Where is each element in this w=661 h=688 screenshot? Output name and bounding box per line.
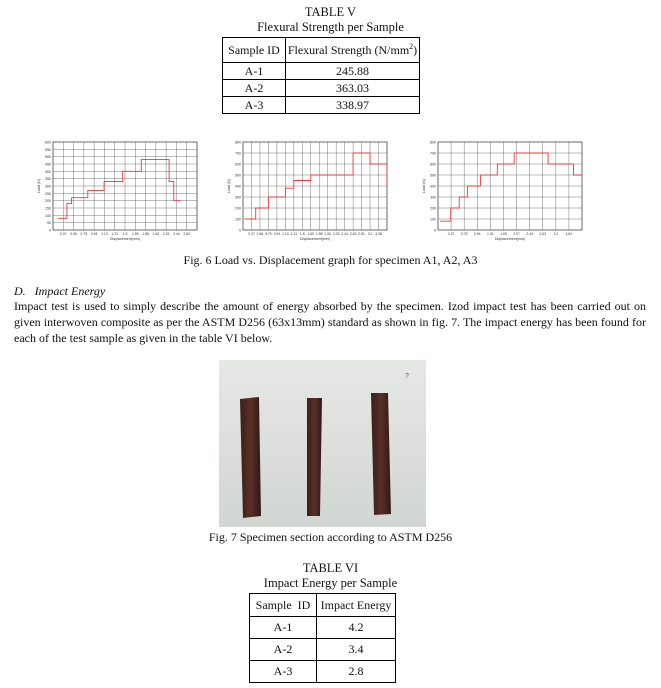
photo-mark: ? xyxy=(405,373,409,380)
specimen-bar-1 xyxy=(240,397,261,518)
x-axis-label: Displacement(mm) xyxy=(299,237,331,241)
y-tick-label: 500 xyxy=(430,173,436,178)
x-tick-label: 3.38 xyxy=(375,232,382,236)
cell-value: 338.97 xyxy=(286,97,420,114)
cell-value: 245.88 xyxy=(286,63,420,80)
header-flexural-close: ) xyxy=(413,43,418,57)
x-tick-label: 1.31 xyxy=(487,232,494,236)
x-tick-label: 1.69 xyxy=(307,232,315,236)
x-tick-label: 0.94 xyxy=(90,232,98,236)
table-row xyxy=(250,639,396,661)
x-tick-label: 2.44 xyxy=(173,232,180,236)
flexural-strength-table xyxy=(222,37,420,114)
x-tick-label: 2.62 xyxy=(183,232,191,236)
x-tick-label: 2.81 xyxy=(358,232,365,236)
y-tick-label: 550 xyxy=(45,147,51,152)
table-row xyxy=(250,661,396,683)
y-tick-label: 150 xyxy=(45,206,51,211)
x-tick-label: 2.25 xyxy=(332,232,340,236)
y-tick-label: 450 xyxy=(45,162,51,167)
impact-energy-table xyxy=(249,593,396,683)
table-row xyxy=(223,97,420,114)
table6-heading xyxy=(0,561,661,591)
y-tick-label: 200 xyxy=(45,199,51,204)
y-tick-label: 200 xyxy=(430,206,436,211)
x-tick-label: 2.07 xyxy=(513,232,520,236)
header-sample-id: Sample ID xyxy=(250,594,317,617)
load-displacement-chart-a1 xyxy=(35,138,202,250)
y-tick-label: 300 xyxy=(45,184,51,189)
x-tick-label: 0.75 xyxy=(80,232,88,236)
table5-label: TABLE V xyxy=(304,5,357,19)
cell-sample-id: A-1 xyxy=(223,63,286,80)
x-tick-label: 2.63 xyxy=(539,232,547,236)
header-flexural-strength xyxy=(286,38,420,63)
x-tick-label: 1.5 xyxy=(299,232,305,236)
fig7-caption: Fig. 7 Specimen section according to ASTM D256 xyxy=(208,530,453,544)
x-tick-label: 0.56 xyxy=(70,232,77,236)
x-tick-label: 0.75 xyxy=(265,232,272,236)
x-axis-label: Displacement(mm) xyxy=(494,237,526,241)
fig6-caption: Fig. 6 Load vs. Displacement graph for specimen A1, A2, A3 xyxy=(183,253,478,267)
y-tick-label: 600 xyxy=(430,162,436,167)
y-tick-label: 600 xyxy=(235,162,241,167)
table-row xyxy=(250,617,396,639)
y-tick-label: 0 xyxy=(49,228,51,233)
table6-title: Impact Energy per Sample xyxy=(263,576,398,590)
cell-sample-id: A-3 xyxy=(223,97,286,114)
cell-value: 4.2 xyxy=(317,617,396,639)
section-paragraph: Impact test is used to simply describe the amount of energy absorbed by the specimen. Izod impact test has been carried out on given interwoven composite as per the ASTM D256 (63x13mm) standard as shown in fig. 7. The impact energy has been found for each of the test sample as given in the table VI below. xyxy=(14,299,646,345)
y-tick-label: 300 xyxy=(430,195,436,200)
cell-value: 2.8 xyxy=(317,661,396,683)
x-tick-label: 0.37 xyxy=(447,232,455,236)
x-tick-label: 4.62 xyxy=(565,232,573,236)
specimen-bar-3 xyxy=(371,393,391,515)
x-tick-label: 1.69 xyxy=(500,232,507,236)
cell-sample-id: A-1 xyxy=(250,617,317,639)
x-tick-label: 3.2 xyxy=(553,232,559,236)
y-tick-label: 350 xyxy=(45,177,51,182)
table5-title: Flexural Strength per Sample xyxy=(257,20,404,34)
y-tick-label: 200 xyxy=(235,206,241,211)
x-tick-label: 0.94 xyxy=(473,232,481,236)
table5-heading xyxy=(0,5,661,35)
y-axis-label: Load (N) xyxy=(37,179,41,193)
x-tick-label: 3.2 xyxy=(367,232,373,236)
x-tick-label: 1.5 xyxy=(122,232,128,236)
table6-label: TABLE VI xyxy=(302,561,359,575)
x-tick-label: 2.06 xyxy=(324,232,332,236)
x-tick-label: 0.94 xyxy=(273,232,281,236)
y-tick-label: 100 xyxy=(430,217,436,222)
y-tick-label: 400 xyxy=(430,184,436,189)
section-letter: D. xyxy=(14,284,26,298)
load-displacement-chart-a2 xyxy=(225,138,392,250)
section-heading xyxy=(14,284,105,299)
y-tick-label: 500 xyxy=(45,155,51,160)
x-tick-label: 1.13 xyxy=(282,232,289,236)
y-tick-label: 250 xyxy=(45,191,51,196)
y-tick-label: 800 xyxy=(235,140,241,145)
y-tick-label: 100 xyxy=(235,217,241,222)
y-tick-label: 500 xyxy=(235,173,241,178)
y-axis-label: Load (N) xyxy=(422,179,426,193)
x-tick-label: 2.06 xyxy=(152,232,160,236)
x-axis-label: Displacement(mm) xyxy=(109,237,141,241)
y-tick-label: 50 xyxy=(47,221,51,226)
y-tick-label: 400 xyxy=(235,184,241,189)
section-title: Impact Energy xyxy=(34,284,106,298)
x-tick-label: 1.13 xyxy=(101,232,108,236)
header-flexural-sup: 2 xyxy=(409,42,414,51)
table-header-row xyxy=(250,594,396,617)
cell-value: 363.03 xyxy=(286,80,420,97)
y-tick-label: 300 xyxy=(235,195,241,200)
table-row xyxy=(223,63,420,80)
header-flexural-text: Flexural Strength (N/mm xyxy=(287,43,410,57)
table-header-row xyxy=(223,38,420,63)
x-tick-label: 2.63 xyxy=(349,232,357,236)
y-tick-label: 0 xyxy=(434,228,436,233)
x-tick-label: 0.37 xyxy=(248,232,255,236)
y-tick-label: 400 xyxy=(45,169,51,174)
x-tick-label: 1.69 xyxy=(131,232,139,236)
x-tick-label: 2.25 xyxy=(162,232,170,236)
x-tick-label: 2.44 xyxy=(341,232,348,236)
y-tick-label: 700 xyxy=(235,151,241,156)
x-tick-label: 1.31 xyxy=(290,232,298,236)
load-displacement-chart-a3 xyxy=(420,138,587,250)
specimen-photo xyxy=(219,360,426,527)
header-sample-id: Sample ID xyxy=(223,38,286,63)
y-tick-label: 800 xyxy=(430,140,436,145)
x-tick-label: 2.44 xyxy=(526,232,533,236)
y-tick-label: 600 xyxy=(45,140,51,145)
x-tick-label: 1.88 xyxy=(142,232,149,236)
y-tick-label: 100 xyxy=(45,213,51,218)
cell-sample-id: A-3 xyxy=(250,661,317,683)
cell-sample-id: A-2 xyxy=(223,80,286,97)
x-tick-label: 0.75 xyxy=(460,232,468,236)
y-tick-label: 700 xyxy=(430,151,436,156)
specimen-bar-2 xyxy=(307,398,322,516)
header-impact-energy: Impact Energy xyxy=(317,594,396,617)
cell-value: 3.4 xyxy=(317,639,396,661)
cell-sample-id: A-2 xyxy=(250,639,317,661)
y-axis-label: Load (N) xyxy=(227,179,231,193)
x-tick-label: 0.37 xyxy=(59,232,67,236)
x-tick-label: 1.88 xyxy=(315,232,323,236)
y-tick-label: 0 xyxy=(239,228,241,233)
x-tick-label: 1.31 xyxy=(111,232,119,236)
x-tick-label: 0.56 xyxy=(256,232,264,236)
table-row xyxy=(223,80,420,97)
